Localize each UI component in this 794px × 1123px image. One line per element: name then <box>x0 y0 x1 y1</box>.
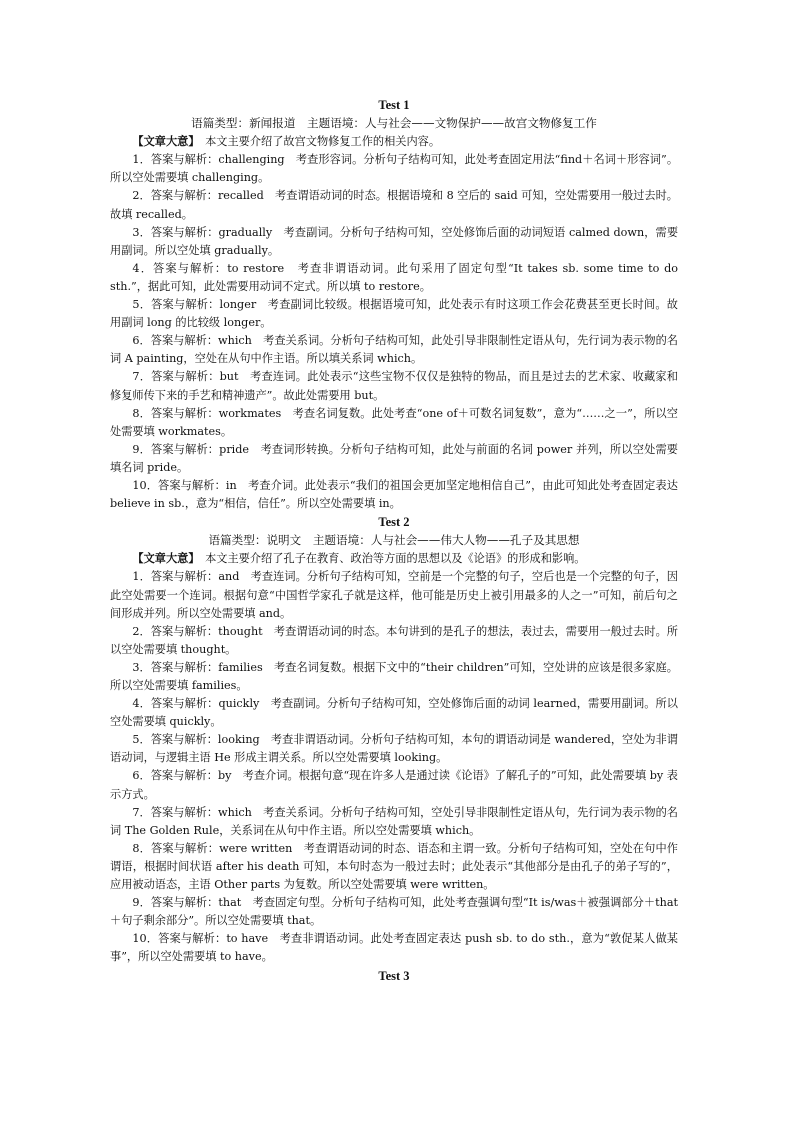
answer-text: that 考查固定句型。分析句子结构可知，此处考查强调句型“It is/was＋被强调部分＋that＋句子剩余部分”。所以空处需要填 that。 <box>110 896 678 928</box>
answer-label: 7．答案与解析： <box>132 805 219 819</box>
answer-label: 8．答案与解析： <box>132 841 220 855</box>
answer-item <box>110 260 678 296</box>
answer-text: were written 考查谓语动词的时态、语态和主谓一致。分析句子结构可知，空处在句中作谓语，根据时间状语 after his death 可知，本句时态为一般过去时；此处表示“其他部分是由孔子的弟子写的”，应用被动语态，主语 Other parts 为复数。所以空处需要填 were written。 <box>110 841 678 892</box>
answer-text: looking 考查非谓语动词。分析句子结构可知，本句的谓语动词是 wandered，空处为非谓语动词，与逻辑主语 He 形成主谓关系。所以空处需要填 looking。 <box>110 733 678 765</box>
test-title: Test 3 <box>378 968 410 983</box>
answer-label: 6．答案与解析： <box>132 769 218 783</box>
answer-item <box>110 659 678 695</box>
answer-label: 6．答案与解析： <box>132 334 219 348</box>
answer-text: pride 考查词形转换。分析句子结构可知，此处与前面的名词 power 并列，所以空处需要填名词 pride。 <box>110 442 678 474</box>
answer-label: 1．答案与解析： <box>132 153 219 167</box>
answer-text: which 考查关系词。分析句子结构可知，空处引导非限制性定语从句，先行词为表示物的名词 The Golden Rule，关系词在从句中作主语。所以空处需要填 which。 <box>110 805 678 837</box>
answer-label: 3．答案与解析： <box>132 225 219 239</box>
summary-text: 本文主要介绍了故宫文物修复工作的相关内容。 <box>193 135 441 149</box>
answer-item <box>110 894 678 930</box>
answer-label: 9．答案与解析： <box>132 442 220 456</box>
answer-item <box>110 151 678 187</box>
answer-item <box>110 368 678 404</box>
answer-item <box>110 804 678 840</box>
answer-label: 5．答案与解析： <box>132 298 220 312</box>
summary-label: 【文章大意】 <box>132 551 194 566</box>
answer-label: 9．答案与解析： <box>132 896 219 910</box>
summary-paragraph <box>110 549 678 568</box>
answer-label: 4．答案与解析： <box>132 697 219 711</box>
answer-item <box>110 296 678 332</box>
summary-label: 【文章大意】 <box>132 134 194 149</box>
passage-meta: 语篇类型：说明文 主题语境：人与社会——伟大人物——孔子及其思想 <box>208 533 580 548</box>
answer-label: 4．答案与解析： <box>132 261 228 275</box>
answer-label: 7．答案与解析： <box>132 370 220 384</box>
answer-item <box>110 568 678 622</box>
answer-text: longer 考查副词比较级。根据语境可知，此处表示有时这项工作会花费甚至更长时间。故用副词 long 的比较级 longer。 <box>110 298 678 330</box>
answer-text: thought 考查谓语动词的时态。本句讲到的是孔子的想法，表过去，需要用一般过去时。所以空处需要填 thought。 <box>110 624 678 656</box>
summary-text: 本文主要介绍了孔子在教育、政治等方面的思想以及《论语》的形成和影响。 <box>193 552 586 566</box>
answer-label: 10．答案与解析： <box>132 932 227 946</box>
answer-item <box>110 731 678 767</box>
answer-item <box>110 187 678 223</box>
answer-item <box>110 332 678 368</box>
answer-item <box>110 441 678 477</box>
answer-text: quickly 考查副词。分析句子结构可知，空处修饰后面的动词 learned，需要用副词。所以空处需要填 quickly。 <box>110 697 678 729</box>
answer-text: challenging 考查形容词。分析句子结构可知，此处考查固定用法“find＋名词＋形容词”。所以空处需要填 challenging。 <box>110 153 679 185</box>
answer-text: to restore 考查非谓语动词。此句采用了固定句型“It takes sb. some time to do sth.”，据此可知，此处需要用动词不定式。所以填 to restore。 <box>110 261 678 293</box>
answer-text: by 考查介词。根据句意“现在许多人是通过读《论语》了解孔子的”可知，此处需要填 by 表示方式。 <box>110 769 678 801</box>
answer-label: 2．答案与解析： <box>132 624 219 638</box>
answer-item <box>110 623 678 659</box>
answer-item <box>110 224 678 260</box>
answer-text: to have 考查非谓语动词。此处考查固定表达 push sb. to do sth.，意为“敦促某人做某事”，所以空处需要填 to have。 <box>110 932 678 964</box>
answer-item <box>110 767 678 803</box>
answer-text: workmates 考查名词复数。此处考查“one of＋可数名词复数”，意为“……之一”，所以空处需要填 workmates。 <box>110 406 678 438</box>
answer-text: which 考查关系词。分析句子结构可知，此处引导非限制性定语从句，先行词为表示物的名词 A painting，空处在从句中作主语。所以填关系词 which。 <box>110 334 678 366</box>
answer-label: 1．答案与解析： <box>132 570 219 584</box>
answer-text: recalled 考查谓语动词的时态。根据语境和 8 空后的 said 可知，空处需要用一般过去时。故填 recalled。 <box>110 189 678 221</box>
answer-item <box>110 840 678 894</box>
answer-text: gradually 考查副词。分析句子结构可知，空处修饰后面的动词短语 calmed down，需要用副词。所以空处填 gradually。 <box>110 225 679 257</box>
answer-text: families 考查名词复数。根据下文中的“their children”可知，空处讲的应该是很多家庭。所以空处需要填 families。 <box>110 660 678 692</box>
test-title: Test 1 <box>378 98 410 112</box>
answer-text: but 考查连词。此处表示“这些宝物不仅仅是独特的物品，而且是过去的艺术家、收藏家和修复师传下来的手艺和精神遗产”。故此处需要用 but。 <box>110 370 678 402</box>
summary-paragraph <box>110 132 678 151</box>
answer-label: 10．答案与解析： <box>132 478 226 492</box>
answer-item <box>110 695 678 731</box>
answer-text: and 考查连词。分析句子结构可知，空前是一个完整的句子，空后也是一个完整的句子，因此空处需要一个连词。根据句意“中国哲学家孔子就是这样，他可能是历史上被引用最多的人之一”可知，前后句之间形成并列。所以空处需要填 and。 <box>110 570 678 620</box>
answer-item <box>110 405 678 441</box>
answer-item <box>110 930 678 966</box>
document-page <box>110 96 678 985</box>
answer-label: 3．答案与解析： <box>132 660 219 674</box>
answer-label: 5．答案与解析： <box>132 733 218 747</box>
answer-text: in 考查介词。此处表示“我们的祖国会更加坚定地相信自己”，由此可知此处考查固定表达 believe in sb.，意为“相信，信任”。所以空处需要填 in。 <box>110 478 678 511</box>
answer-item <box>110 477 678 513</box>
passage-meta: 语篇类型：新闻报道 主题语境：人与社会——文物保护——故宫文物修复工作 <box>191 116 597 131</box>
answer-label: 8．答案与解析： <box>132 406 219 420</box>
answer-label: 2．答案与解析： <box>132 189 218 203</box>
test-title: Test 2 <box>378 515 410 530</box>
